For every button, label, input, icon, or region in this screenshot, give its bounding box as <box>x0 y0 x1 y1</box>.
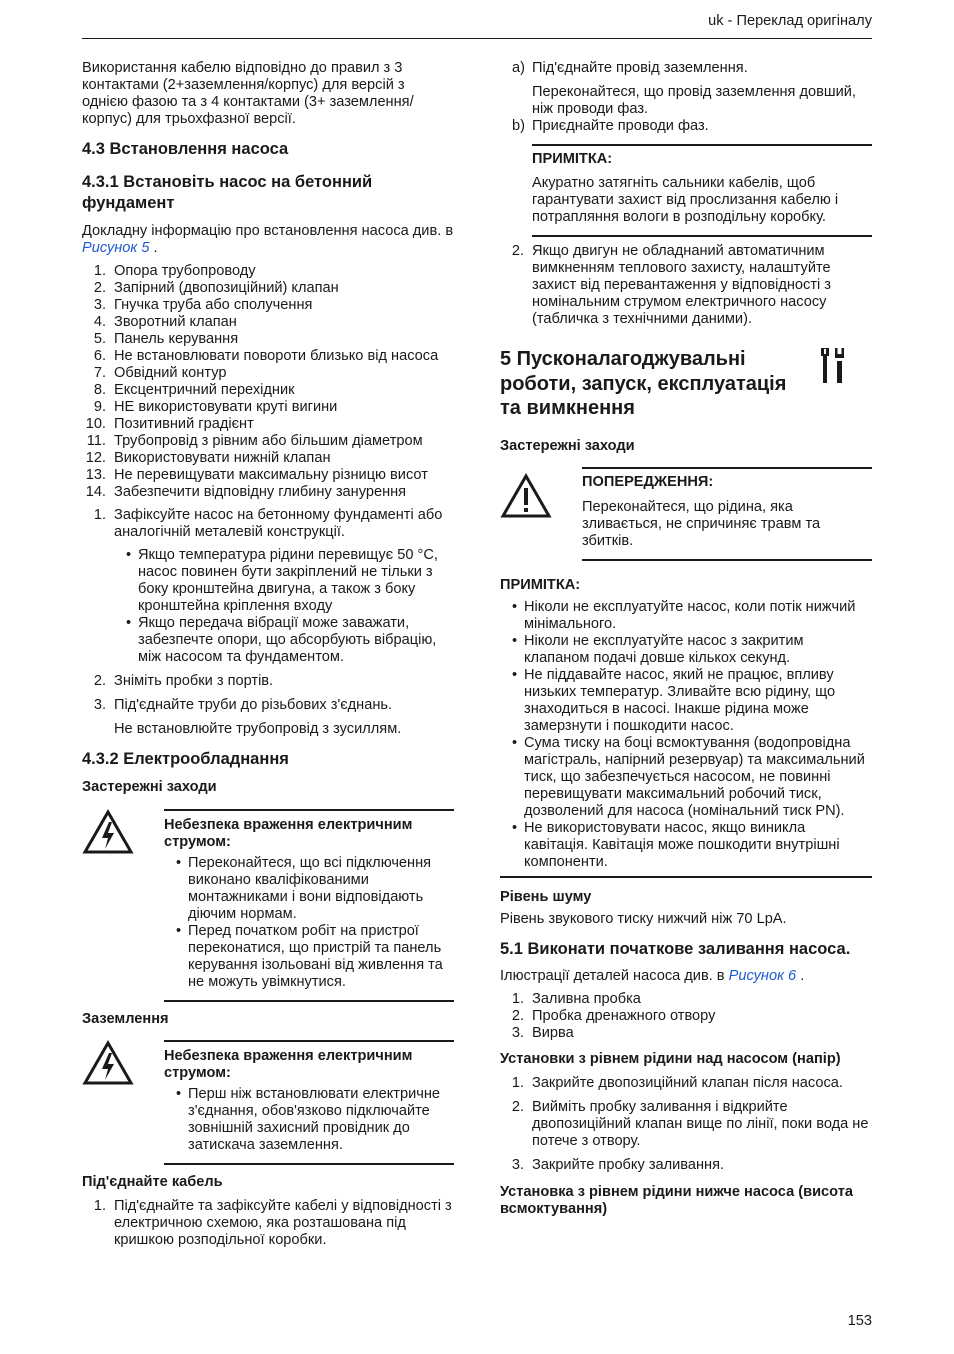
install-intro-paragraph: Докладну інформацію про встановлення насоса див. в Рисунок 5 . <box>82 223 454 256</box>
list-item: 14. Забезпечити відповідну глибину занурення <box>85 484 407 500</box>
step-1-bullets <box>126 547 454 666</box>
shock-hazard-box-1 <box>82 809 454 1002</box>
list-item: • Сума тиску на боці всмоктування (водопровідна магістраль, напірний резервуар) та максимальний тиск, що забезпечується насосом, не повинні перевищувати максимальний робочий тиск, дозволений для насоса (номінальний тиск PN). <box>512 735 872 820</box>
note-1-text: Акуратно затягніть сальники кабелів, щоб гарантувати захист від прослизання кабелю і потрапляння вологи в розподільну коробку. <box>532 175 839 225</box>
figure-5-link[interactable]: Рисунок 5 <box>82 240 150 256</box>
substep-b <box>500 118 872 135</box>
connect-steps-list-continued <box>500 243 872 328</box>
list-item: 1. Заливна пробка <box>511 990 641 1007</box>
below-pump-label: Установка з рівнем рідини нижче насоса (висота всмоктування) <box>500 1183 853 1217</box>
shock-hazard-box-2 <box>82 1040 454 1165</box>
list-item: 1. Закрийте двопозиційний клапан після насоса. <box>511 1074 843 1091</box>
tools-icon <box>820 347 846 390</box>
install-intro-text: Докладну інформацію про встановлення насоса див. в <box>82 223 454 239</box>
priming-intro-paragraph: Ілюстрації деталей насоса див. в Рисунок 6 . <box>500 967 805 984</box>
list-item: • Ніколи не експлуатуйте насос, коли потік нижчий мінімального. <box>512 599 872 633</box>
left-column <box>82 60 454 1249</box>
section-5-title: 5 Пусконалагоджувальні роботи, запуск, експлуатація та вимкнення <box>500 348 787 419</box>
connect-steps-list <box>82 1198 454 1249</box>
precautions-label: Застережні заходи <box>500 437 635 454</box>
priming-intro-text: Ілюстрації деталей насоса див. в <box>500 967 725 984</box>
list-item: 2. Пробка дренажного отвору <box>511 1007 716 1024</box>
substep-a-letter: a) <box>512 60 525 76</box>
section-4-3-2-title: 4.3.2 Електрообладнання <box>82 750 289 768</box>
shock-1-bullets <box>176 855 454 991</box>
noise-level-label: Рівень шуму <box>500 888 592 905</box>
substep-b-text: Приєднайте проводи фаз. <box>532 118 709 134</box>
substep-a-text: Під'єднайте провід заземлення. <box>532 60 748 76</box>
grounding-label: Заземлення <box>82 1011 169 1027</box>
section-5-header <box>500 347 872 421</box>
install-steps-list <box>82 507 454 738</box>
list-item: 2. Вийміть пробку заливання і відкрийте двопозиційний клапан вище по лінії, поки вода не потече з отвору. <box>511 1098 869 1149</box>
list-item: 12. Використовувати нижній клапан <box>85 450 331 466</box>
list-item: • Якщо передача вібрації може заважати, забезпечте опори, що абсорбують вібрацію, між насосом та фундаментом. <box>126 615 454 666</box>
install-step-2: 2. Зніміть пробки з портів. <box>93 673 274 689</box>
warning-icon <box>500 473 552 524</box>
pump-parts-list <box>82 263 454 501</box>
electric-shock-icon <box>82 1040 134 1091</box>
warning-box <box>500 467 872 561</box>
list-item: 10. Позитивний градієнт <box>85 416 254 432</box>
note-2-bullets <box>512 599 872 871</box>
note-1-title: ПРИМІТКА: <box>532 151 613 167</box>
header-divider <box>82 38 872 39</box>
shock-2-bullets <box>176 1086 454 1154</box>
warning-title: ПОПЕРЕДЖЕННЯ: <box>582 473 714 490</box>
figure-6-link[interactable]: Рисунок 6 <box>728 967 797 984</box>
note-2-title: ПРИМІТКА: <box>500 576 581 593</box>
electric-shock-icon <box>82 809 134 860</box>
list-item: 4. Зворотний клапан <box>93 314 237 330</box>
list-item: 3. Вирва <box>511 1024 574 1041</box>
list-item: • Переконайтеся, що всі підключення виконано кваліфікованими монтажниками і вони відповідають діючим нормам. <box>176 855 454 923</box>
install-step-3-note: Не встановлюйте трубопровід з зусиллям. <box>114 721 402 737</box>
list-item: • Ніколи не експлуатуйте насос з закритим клапаном подачі довше кількох секунд. <box>512 633 872 667</box>
list-item: 13. Не перевищувати максимальну різницю висот <box>85 467 428 483</box>
substep-a <box>500 60 872 118</box>
right-column <box>500 60 872 1218</box>
section-4-3-1-title: 4.3.1 Встановіть насос на бетонний фундамент <box>82 173 373 212</box>
list-item: • Перш ніж встановлювати електричне з'єднання, обов'язково підключайте зовнішній захисний провідник до затискача заземлення. <box>176 1086 454 1154</box>
substep-a-note: Переконайтеся, що провід заземлення довший, ніж проводи фаз. <box>532 84 856 117</box>
above-pump-steps <box>500 1075 872 1174</box>
list-item: 3. Гнучка труба або сполучення <box>93 297 313 313</box>
shock-2-title: Небезпека враження електричним струмом: <box>164 1048 413 1081</box>
shock-1-title: Небезпека враження електричним струмом: <box>164 817 413 850</box>
noise-level-text: Рівень звукового тиску нижчий ніж 70 LpA. <box>500 910 787 927</box>
note-box-1 <box>532 144 872 237</box>
above-pump-label: Установки з рівнем рідини над насосом (напір) <box>500 1050 841 1067</box>
list-item: 7. Обвідний контур <box>93 365 227 381</box>
cable-intro-paragraph: Використання кабелю відповідно до правил з 3 контактами (2+заземлення/корпус) для версій з однією фазою та з 4 контактами (3+ заземлення/корпус) для трьохфазної версії. <box>82 60 414 127</box>
list-item: • Не піддавайте насос, який не працює, впливу низьких температур. Зливайте всю рідину, що знаходиться в насосі. Інакше рідина може замерзнути і пошкодити насос. <box>512 667 872 735</box>
precautions-label: Застережні заходи <box>82 779 217 795</box>
list-item: 8. Ексцентричний перехідник <box>93 382 295 398</box>
list-item: 11. Трубопровід з рівним або більшим діаметром <box>86 433 423 449</box>
list-item: 6. Не встановлювати повороти близько від насоса <box>93 348 439 364</box>
warning-text: Переконайтеся, що рідина, яка зливається, не спричиняє травм та збитків. <box>582 498 821 549</box>
note-box-2 <box>500 577 872 878</box>
connect-step-1: 1. Під'єднайте та зафіксуйте кабелі у відповідності з електричною схемою, яка розташована під кришкою розподільної коробки. <box>93 1198 452 1248</box>
priming-parts-list <box>500 991 872 1042</box>
header-text: uk - Переклад оригіналу <box>708 13 872 29</box>
list-item: 1. Опора трубопроводу <box>93 263 256 279</box>
install-step-1: 1. Зафіксуйте насос на бетонному фундаменті або аналогічній металевій конструкції. • Якщо температура рідини перевищує 50 °C, насос повинен бути закріплений не тільки з боку кронштейна двигуна, а також з боку кронштейна кріплення входу • Якщо передача вібрації може заважати, забезпечте опори, що абсорбують вібрацію, між насосом та фундаментом. <box>82 507 454 666</box>
list-item: • Не використовувати насос, якщо виникла кавітація. Кавітація може пошкодити внутрішні компоненти. <box>512 820 872 871</box>
section-4-3-title: 4.3 Встановлення насоса <box>82 140 289 158</box>
list-item: • Перед початком робіт на пристрої переконатися, що пристрій та панель керування ізольовані від живлення та не можуть увімкнутися. <box>176 923 454 991</box>
section-5-1-title: 5.1 Виконати початкове заливання насоса. <box>500 939 851 958</box>
install-step-3: 3. Під'єднайте труби до різьбових з'єднань. Не встановлюйте трубопровід з зусиллям. <box>82 697 454 738</box>
list-item: 2. Запірний (двопозиційний) клапан <box>93 280 339 296</box>
connect-step-2: 2. Якщо двигун не обладнаний автоматичним вимкненням теплового захисту, налаштуйте захист від перевантаження у відповідності з номінальним струмом електричного насосу (табличка з технічними даними). <box>511 243 832 327</box>
substep-b-letter: b) <box>512 118 525 134</box>
connect-cable-label: Під'єднайте кабель <box>82 1174 223 1190</box>
page-number: 153 <box>847 1313 872 1329</box>
list-item: 9. НЕ використовувати круті вигини <box>93 399 338 415</box>
list-item: 5. Панель керування <box>93 331 239 347</box>
list-item: • Якщо температура рідини перевищує 50 °C, насос повинен бути закріплений не тільки з боку кронштейна двигуна, а також з боку кронштейна кріплення входу <box>126 547 454 615</box>
list-item: 3. Закрийте пробку заливання. <box>511 1156 725 1173</box>
